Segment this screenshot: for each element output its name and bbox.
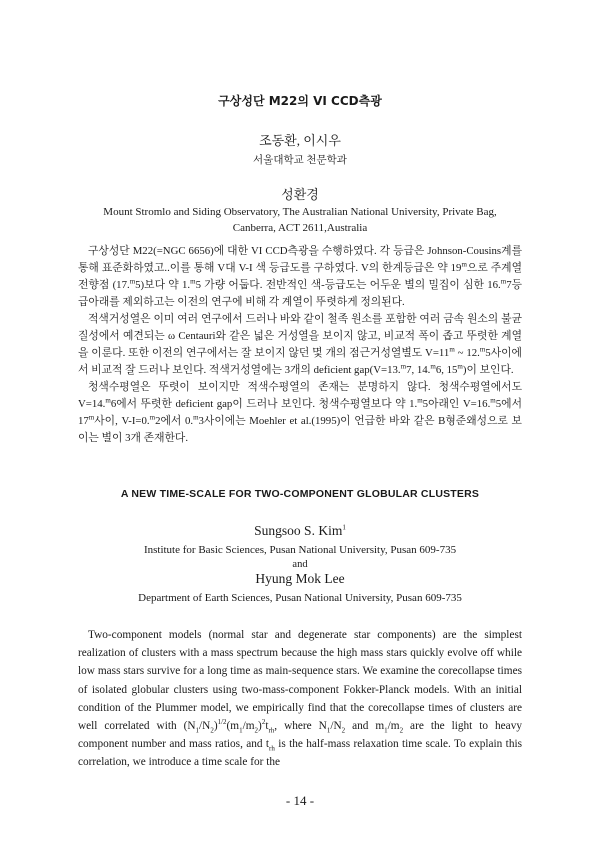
text: ) [213, 720, 218, 733]
text: /m [242, 720, 255, 733]
text: 5)보다 약 1. [135, 279, 191, 291]
authors-korean: 조동환, 이시우 [259, 133, 341, 148]
superscript: m [88, 413, 95, 422]
text: 청색수평열은 뚜렷이 보이지만 적색수평열의 존재는 분명하지 않다. 청색수평열에서도 V=14. [78, 381, 523, 410]
superscript: m [490, 396, 496, 405]
text: 구상성단 M22(=NGC 6656)에 대한 VI CCD측광을 수행하였다. 각 등급은 Johnson-Cousins계를 통해 표준화하였고..이를 통해 V대 V-I 색 등급도를 구하였다. V의 한계등급은 약 19 [78, 245, 522, 274]
superscript: m [449, 345, 455, 354]
text: , where N [274, 720, 327, 733]
and-conjunction: and [292, 559, 308, 570]
superscript: m [105, 396, 111, 405]
subscript: 1 [384, 726, 388, 735]
subscript: rh [268, 726, 275, 735]
text: 6에서 뚜렷한 deficient gap이 드러나 보인다. 청색수평열보다 약 1. [110, 398, 418, 410]
superscript: m [129, 277, 136, 286]
superscript: m [417, 396, 423, 405]
abstract-paragraph-1 [78, 243, 522, 311]
text: 5사이에서 비교적 잘 드러나 보인다. 적색거성열에는 3개의 deficient gap(V=13. [78, 347, 522, 376]
affiliation-ibs: Institute for Basic Sciences, Pusan National University, Pusan 609-735 [143, 544, 457, 556]
text: 5에서 17 [78, 398, 522, 427]
text: ) [258, 720, 262, 733]
author-kim [0, 523, 600, 539]
subscript: 1 [239, 726, 243, 735]
superscript: m [479, 345, 486, 354]
text: ~ 12. [454, 347, 480, 359]
text: 5 가량 어둡다. 전반적인 색-등급도는 어두운 별의 밀집이 심한 16. [195, 279, 501, 291]
text: 6, 15 [435, 364, 458, 376]
author-name: Sungsoo S. Kim [254, 523, 343, 538]
text: 7등급아래를 제외하고는 이전의 연구에 비해 각 계열이 뚜렷하게 정의된다. [78, 279, 523, 308]
text: 5아래인 V=16. [422, 398, 491, 410]
subscript: rh [269, 744, 275, 753]
text: t [265, 720, 269, 733]
text: 3사이에는 Moehler et al.(1995)이 언급한 바와 같은 B형준왜성으로 보이는 별이 3개 존재한다. [78, 415, 522, 444]
author-korean-2: 성환경 [281, 187, 319, 202]
superscript: 2 [261, 718, 266, 727]
paper-title-english: A NEW TIME-SCALE FOR TWO-COMPONENT GLOBULAR CLUSTERS [120, 488, 480, 500]
text: /m [387, 720, 400, 733]
abstract-paragraph-2 [78, 311, 522, 379]
superscript: m [461, 260, 467, 269]
abstract-korean [78, 243, 522, 447]
affiliation-stromlo-line1: Mount Stromlo and Siding Observatory, The Australian National University, Private Bag, [103, 206, 497, 218]
text: /N [199, 720, 211, 733]
text: Two-component models (normal star and degenerate star components) are the simplest realization of clusters with a mass spectrum because the high mass stars quickly evolve off while low mass stars survive for a long time as main-sequence stars. We examine the corecollapse times of isolated globular clusters using two-mass-component Fokker-Planck models. With an initial condition of the Plummer model, we empirically find that the corecollapse times of clusters are well correlated with (N [78, 629, 522, 733]
superscript: m [430, 362, 436, 371]
text: (m [226, 720, 240, 733]
text: and m [345, 720, 385, 733]
text: are the light to heavy component number and mass ratios, and t [78, 720, 522, 751]
superscript: m [500, 277, 507, 286]
superscript: m [149, 413, 156, 422]
text: 적색거성열은 이미 여러 연구에서 드러나 바와 같이 철족 원소를 포함한 여러 금속 원소의 불균질성에서 예견되는 ω Centauri와 같은 넓은 거성열을 보이지 않고, 비교적 폭이 좁고 뚜렷한 계열을 이룬다. 또한 이전의 연구에서는 잘 보이지 않던 몇 개의 점근거성열별도 V=11 [78, 313, 522, 359]
abstract-paragraph-3 [78, 379, 522, 447]
subscript: 1 [326, 726, 331, 735]
subscript: 2 [210, 726, 214, 735]
text: 7, 14. [406, 364, 431, 376]
text: is the half-mass relaxation time scale. To explain this correlation, we introduce a time scale for the [78, 738, 522, 769]
superscript: 1/2 [217, 718, 227, 727]
subscript: 2 [399, 726, 404, 735]
superscript: m [400, 362, 407, 371]
text: 사이, V-I=0. [94, 415, 150, 427]
subscript: 2 [341, 726, 346, 735]
text: 으로 주계열전향점 (17. [78, 262, 522, 291]
superscript: m [190, 277, 196, 286]
affiliation-korean: 서울대학교 천문학과 [253, 155, 347, 166]
affiliation-stromlo [85, 204, 515, 236]
superscript: m [457, 362, 463, 371]
affiliation-earth-sciences: Department of Earth Sciences, Pusan National University, Pusan 609-735 [138, 592, 462, 604]
subscript: 2 [254, 726, 259, 735]
superscript: m [193, 413, 199, 422]
paper-title-korean: 구상성단 M22의 VI CCD측광 [218, 94, 382, 108]
abstract-paragraph [78, 626, 522, 772]
text: 2에서 0. [155, 415, 194, 427]
author-footnote-mark: 1 [342, 523, 346, 532]
abstract-english [78, 626, 522, 772]
page-number: - 14 - [285, 793, 315, 808]
subscript: 1 [195, 726, 200, 735]
text: /N [330, 720, 342, 733]
text: )이 보인다. [462, 364, 514, 376]
affiliation-stromlo-line2: Canberra, ACT 2611,Australia [232, 222, 368, 234]
author-lee: Hyung Mok Lee [255, 571, 345, 586]
